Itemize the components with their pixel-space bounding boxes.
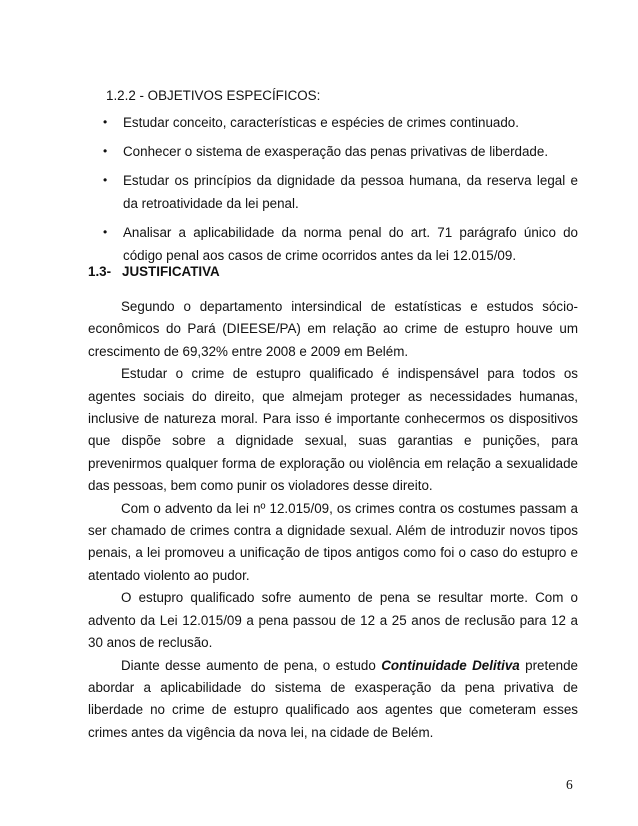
section-number: 1.3- xyxy=(88,264,112,279)
paragraph: Com o advento da lei nº 12.015/09, os crimes contra os costumes passam a ser chamado de crimes contra a dignidade sexual. Além de introduzir novos tipos penais, a lei promoveu a unificação de tipos antigos como foi o caso do estupro e atentado violento ao pudor. xyxy=(88,500,578,583)
bullet-icon: • xyxy=(103,115,108,129)
section-heading xyxy=(88,263,220,281)
subsection-title: 1.2.2 - OBJETIVOS ESPECÍFICOS: xyxy=(106,88,321,103)
paragraph: Segundo o departamento intersindical de estatísticas e estudos sócio-econômicos do Pará (DIEESE/PA) em relação ao crime de estupro houve um crescimento de 69,32% entre 2008 e 2009 em Belém. xyxy=(88,299,578,359)
paragraph-text: Diante desse aumento de pena, o estudo xyxy=(121,657,382,673)
paragraph: O estupro qualificado sofre aumento de pena se resultar morte. Com o advento da Lei 12.015/09 a pena passou de 12 a 25 anos de reclusão para 12 a 30 anos de reclusão. xyxy=(88,590,578,651)
list-item xyxy=(103,140,578,163)
list-item-text: Conhecer o sistema de exasperação das penas privativas de liberdade. xyxy=(123,144,549,159)
paragraph-text: pretende abordar a aplicabilidade do sistema de exasperação da pena privativa de liberdade no crime de estupro qualificado aos agentes que cometeram esses crimes antes da vigência da nova lei, na cidade de Belém. xyxy=(88,657,578,740)
list-item-text: Analisar a aplicabilidade da norma penal do art. 71 parágrafo único do código penal aos casos de crime ocorridos antes da lei 12.015/09. xyxy=(123,225,578,263)
list-item xyxy=(103,111,578,134)
paragraph: Estudar o crime de estupro qualificado é indispensável para todos os agentes sociais do direito, que almejam proteger as necessidades humanas, inclusive de natureza moral. Para isso é importante conhecermos os dispositivos que dispõe sobre a dignidade sexual, suas garantias e punições, para prevenirmos qualquer forma de exploração ou violência em relação a sexualidade das pessoas, bem como punir os violadores desse direito. xyxy=(88,366,578,494)
list-item xyxy=(103,169,578,215)
list-item xyxy=(103,221,578,267)
body-text xyxy=(88,296,578,744)
section-title: JUSTIFICATIVA xyxy=(122,264,220,279)
bullet-icon: • xyxy=(103,225,108,239)
bullet-icon: • xyxy=(103,173,108,187)
list-item-text: Estudar conceito, características e espécies de crimes continuado. xyxy=(123,115,519,130)
list-item-text: Estudar os princípios da dignidade da pessoa humana, da reserva legal e da retroatividade da lei penal. xyxy=(123,173,578,211)
bullet-icon: • xyxy=(103,144,108,158)
objectives-list xyxy=(103,111,578,273)
emphasized-title: Continuidade Delitiva xyxy=(381,657,520,673)
paragraph xyxy=(88,655,578,745)
page-number: 6 xyxy=(566,777,573,792)
